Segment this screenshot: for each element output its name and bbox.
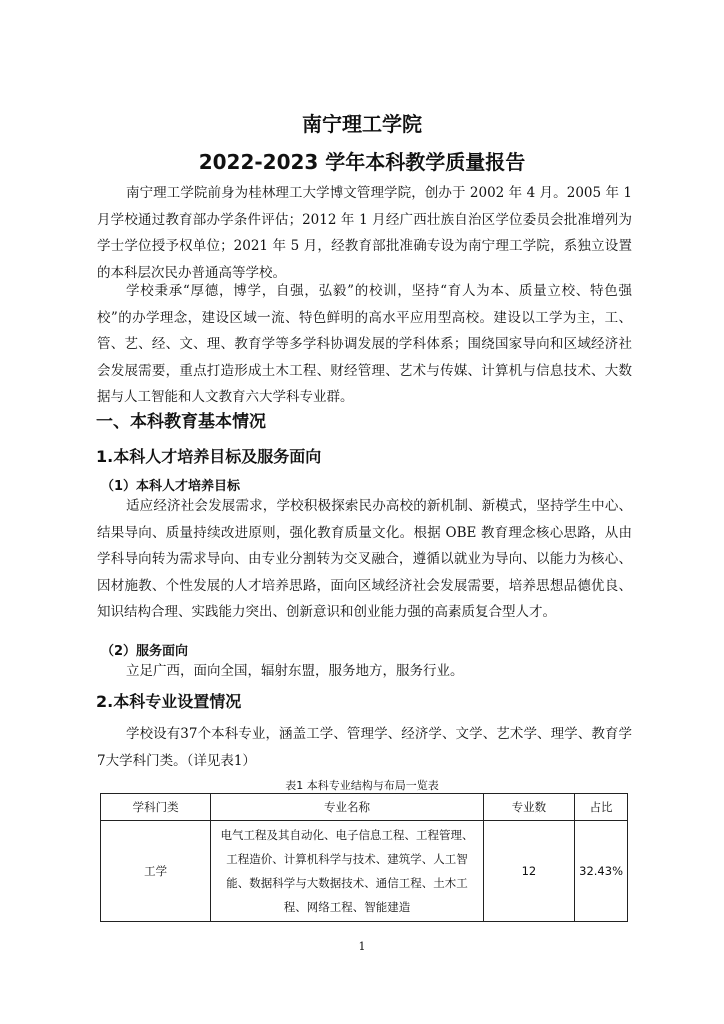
subsection-2-heading: 2.本科专业设置情况 (96, 692, 242, 711)
majors-table (100, 793, 628, 922)
intro-paragraph-2: 学校秉承“厚德，博学，自强，弘毅”的校训，坚持“育人为本、质量立校、特色强校”的办学理念，建设区域一流、特色鲜明的高水平应用型高校。建设以工学为主，工、管、艺、经、文、理、教育学等多学科协调发展的学科体系；围绕国家导向和区域经济社会发展需要，重点打造形成土木工程、财经管理、艺术与传媒、计算机与信息技术、大数据与人工智能和人文教育六大学科专业群。 (97, 283, 632, 405)
header-major-names: 专业名称 (211, 794, 483, 821)
header-major-count: 专业数 (483, 794, 574, 821)
document-title: 南宁理工学院 (302, 112, 422, 136)
item-2-heading: （2）服务面向 (101, 644, 189, 659)
cell-major-names: 电气工程及其自动化、电子信息工程、工程管理、工程造价、计算机科学与技术、建筑学、人工智能、数据科学与大数据技术、通信工程、土木工程、网络工程、智能建造 (211, 821, 483, 922)
cell-category: 工学 (101, 821, 211, 922)
header-ratio: 占比 (575, 794, 628, 821)
section-1-heading: 一、本科教育基本情况 (96, 412, 266, 432)
table-header-row (101, 794, 628, 821)
majors-paragraph: 学校设有37个本科专业，涵盖工学、管理学、经济学、文学、艺术学、理学、教育学7大学科门类。（详见表1） (97, 726, 632, 769)
cell-major-count: 12 (483, 821, 574, 922)
item-1-heading: （1）本科人才培养目标 (101, 479, 241, 494)
document-subtitle: 2022-2023 学年本科教学质量报告 (198, 150, 526, 174)
intro-paragraph-1: 南宁理工学院前身为桂林理工大学博文管理学院，创办于 2002 年 4 月。2005 年 1 月学校通过教育部办学条件评估；2012 年 1 月经广西壮族自治区学位委员会批准增列为学士学位授予权单位；2021 年 5 月，经教育部批准确专设为南宁理工学院，系独立设置的本科层次民办普通高等学校。 (97, 185, 632, 281)
header-category: 学科门类 (101, 794, 211, 821)
table-caption: 表1 本科专业结构与布局一览表 (285, 779, 439, 792)
table-row (101, 821, 628, 922)
page-number: 1 (358, 940, 366, 953)
training-goal-paragraph: 适应经济社会发展需求，学校积极探索民办高校的新机制、新模式，坚持学生中心、结果导向、质量持续改进原则，强化教育质量文化。根据 OBE 教育理念核心思路，从由学科导向转为需求导向、由专业分割转为交叉融合，遵循以就业为导向、以能力为核心、因材施教、个性发展的人才培养思路，面向区域经济社会发展需要，培养思想品德优良、知识结构合理、实践能力突出、创新意识和创业能力强的高素质复合型人才。 (97, 498, 632, 620)
service-orientation-paragraph: 立足广西，面向全国，辐射东盟，服务地方，服务行业。 (126, 663, 464, 679)
cell-ratio: 32.43% (575, 821, 628, 922)
subsection-1-heading: 1.本科人才培养目标及服务面向 (96, 447, 322, 466)
